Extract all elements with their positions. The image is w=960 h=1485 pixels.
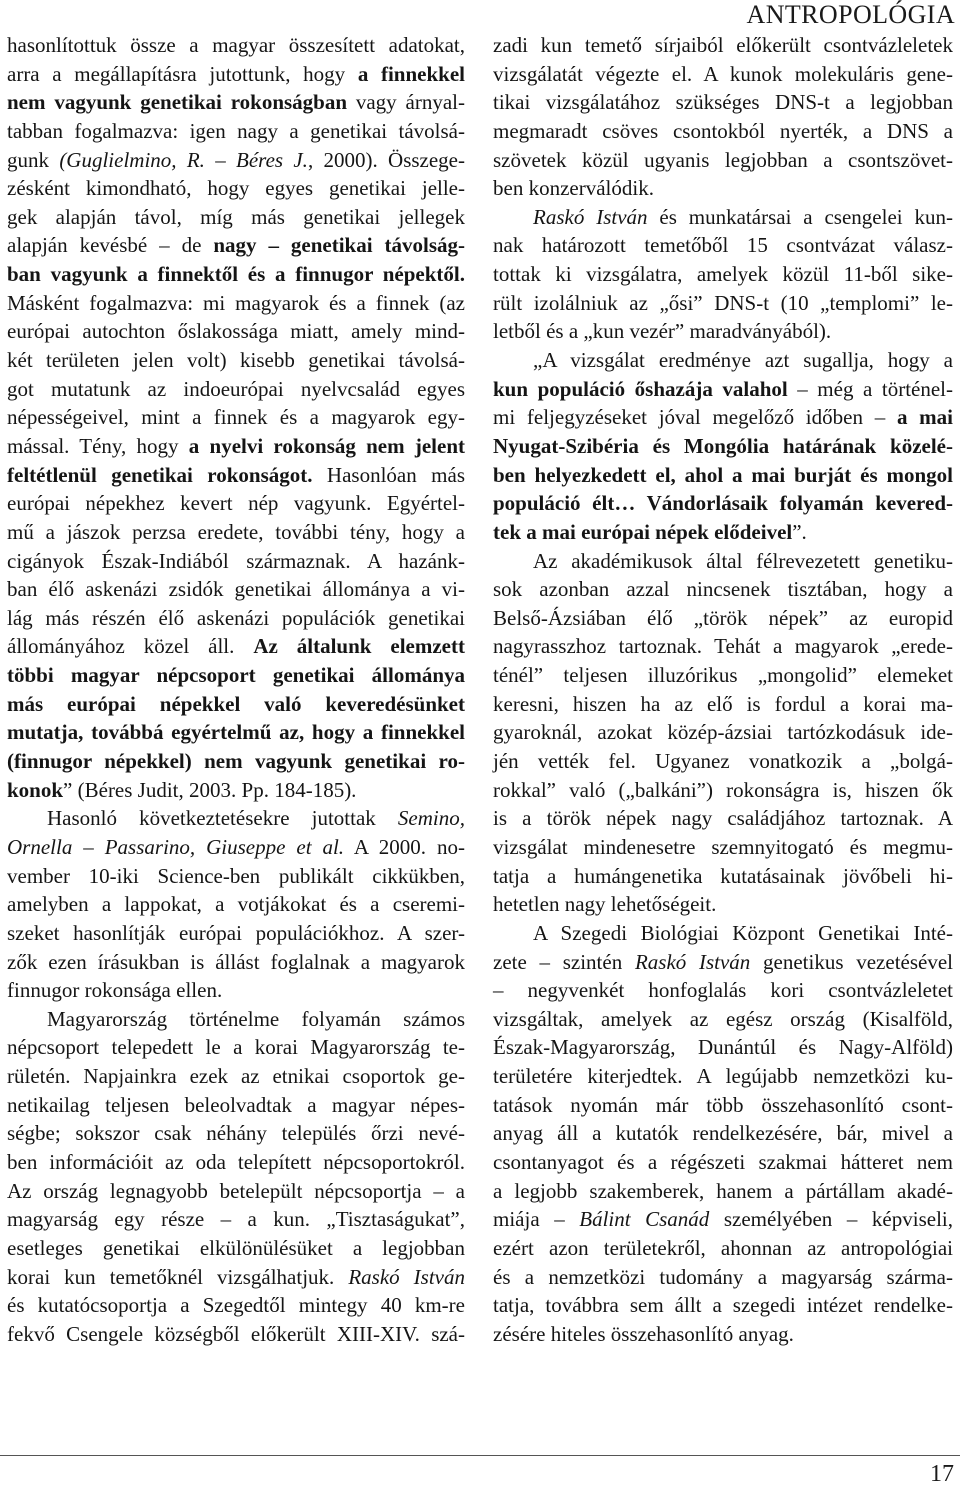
text-line (493, 661, 953, 690)
text-line (493, 346, 953, 375)
text-run: – még a történel- (787, 376, 953, 401)
text-line (493, 60, 953, 89)
text-run: Az ország legnagyobb betelepült népcsoportja – a (7, 1178, 465, 1203)
paragraph (493, 547, 953, 919)
text-run: Belső-Ázsiában élő „török népek” az europid (493, 605, 953, 630)
paragraph (7, 1005, 465, 1349)
right-column (493, 31, 953, 1348)
text-run: sok azonban azzal nincsenek tisztában, hogy a (493, 577, 953, 602)
text-line (493, 289, 953, 318)
text-run: két területen jelen volt) kisebb genetikai távolsá- (7, 348, 465, 373)
text-run: vizsgálat mindenesetre szemnyitogató és megmu- (493, 834, 953, 859)
section-header: ANTROPOLÓGIA (746, 0, 955, 29)
text-run: gunk (7, 147, 60, 172)
text-run: is a török népek nagy családjához tartoznak. A (493, 806, 953, 831)
text-run: jén vették fel. Ugyanez vonatkozik a „bolgá- (493, 749, 953, 774)
text-run: zésére hiteles összehasonlító anyag. (493, 1321, 794, 1346)
text-line (493, 718, 953, 747)
text-run: nagyrasszhoz tartoznak. Tehát a magyarok „erede- (493, 634, 953, 659)
text-line (7, 632, 465, 661)
text-line (7, 1234, 465, 1263)
text-line (7, 518, 465, 547)
text-run: zadi kun temető sírjaiból előkerült csontvázleletek (493, 33, 953, 57)
text-run: alapján kevésbé – de (7, 233, 214, 258)
text-line (7, 1177, 465, 1206)
text-run: gek alapján távol, míg más genetikai jellegek (7, 204, 465, 229)
text-line (493, 1091, 953, 1120)
italic-text: Bálint Csanád (579, 1207, 710, 1232)
text-line (7, 862, 465, 891)
text-run: amelyben a lappokat, a votjákokat és a cseremi- (7, 892, 465, 917)
text-line (7, 432, 465, 461)
text-line (7, 60, 465, 89)
text-run: cigányok Észak-Indiából származnak. A hazánk- (7, 548, 465, 573)
text-run: hetetlen nagy lehetőségeit. (493, 892, 717, 917)
text-line (7, 661, 465, 690)
text-line (493, 833, 953, 862)
text-run: ténél” teljesen illuzórikus „mongolid” elemeket (493, 663, 953, 688)
text-line (493, 890, 953, 919)
text-line (7, 948, 465, 977)
text-run: got mutatunk az indoeurópai nyelvcsalád egyes (7, 376, 465, 401)
italic-text: Raskó István (634, 949, 751, 974)
text-run: Hasonlóan más (312, 462, 465, 487)
text-run: Magyarország történelme folyamán számos (47, 1006, 465, 1031)
bold-text: populáció élt… Vándorlásaik folyamán kevered- (493, 491, 953, 516)
bold-text: nem vagyunk genetikai rokonságban (7, 90, 348, 115)
text-run: rületén. Napjainkra ezek az etnikai csoportok ge- (7, 1064, 465, 1089)
text-line (7, 1320, 465, 1349)
text-line (7, 260, 465, 289)
text-line (7, 231, 465, 260)
paragraph (493, 346, 953, 546)
text-line (493, 632, 953, 661)
text-line (7, 203, 465, 232)
text-run: vizsgáltak, amelyek az egész ország (Kisalföld, (493, 1006, 953, 1031)
text-line (7, 976, 465, 1005)
text-run: miája – (493, 1207, 580, 1232)
text-line (493, 174, 953, 203)
text-line (7, 146, 465, 175)
text-line (493, 1205, 953, 1234)
text-line (7, 690, 465, 719)
bold-text: a mai (896, 405, 953, 430)
text-line (7, 117, 465, 146)
text-run: tatások nyomán már több összehasonlító csont- (493, 1092, 953, 1117)
text-run: csontanyagot és a régészeti szakmai hátteret nem (493, 1149, 953, 1174)
text-run: rült izolálniuk az „ősi” DNS-t (10 „templomi” le- (493, 290, 953, 315)
text-line (7, 1291, 465, 1320)
text-run: gyaroknál, azokat közép-ázsiai tartózkodásuk ide- (493, 720, 953, 745)
text-run: Hasonló következtetésekre jutottak (47, 806, 398, 831)
text-run: , 2000). Összege- (307, 147, 465, 172)
text-line (7, 833, 465, 862)
text-run: állományához közel áll. (7, 634, 254, 659)
text-line (493, 518, 953, 547)
paragraph (493, 31, 953, 203)
text-line (7, 403, 465, 432)
text-line (7, 1263, 465, 1292)
text-line (7, 31, 465, 60)
text-run: tatja, továbbra sem állt a szegedi intézet rendelke- (493, 1293, 953, 1318)
text-line (493, 1320, 953, 1349)
text-run: megmaradt csöves csontokból nyerték, a DNS a (493, 118, 953, 143)
text-run: magyarság egy része – a kun. „Tisztaságukat”, (7, 1207, 465, 1232)
text-run: zésként kimondható, hogy egyes genetikai jelle- (7, 176, 465, 201)
text-line (7, 346, 465, 375)
text-line (7, 1005, 465, 1034)
text-line (493, 432, 953, 461)
bold-text: mutatja, továbbá egyértelmű az, hogy a finnekkel (7, 720, 465, 745)
bold-text: tek a mai európai népek elődeivel (493, 519, 793, 544)
text-line (7, 1091, 465, 1120)
text-run: esetleges genetikai elkülönülésüket a legjobban (7, 1235, 465, 1260)
text-run: népcsoport telepedett le a korai Magyarország te- (7, 1035, 465, 1060)
text-run: vagy árnyal- (347, 90, 465, 115)
bold-text: ban vagyunk a finnektől és a finnugor népektől. (7, 262, 465, 287)
text-run: területére kiterjedtek. A legújabb nemzetközi ku- (493, 1064, 953, 1089)
text-line (7, 547, 465, 576)
text-run: anyag áll a kutatók rendelkezésére, bár, mivel a (493, 1121, 953, 1146)
text-line (493, 1062, 953, 1091)
text-line (493, 375, 953, 404)
text-line (7, 575, 465, 604)
text-run: lág más részén élő askenázi populációk genetikai (7, 605, 465, 630)
text-run: ezért azon területekről, ahonnan az antropológiai (493, 1235, 953, 1260)
text-line (493, 260, 953, 289)
text-line (493, 1177, 953, 1206)
bold-text: Az általunk elemzett (253, 634, 465, 659)
bold-text: más európai népekkel való keveredésünket (7, 691, 465, 716)
text-run: rokkal” való („balkáni”) rokonságra is, hiszen ők (493, 777, 953, 802)
text-line (493, 1148, 953, 1177)
text-run: és a nemzetközi tudomány a magyarság szárma- (493, 1264, 953, 1289)
text-run: ”. (792, 519, 807, 544)
text-run: tatja a humángenetika kutatásainak jövőbeli hi- (493, 863, 953, 888)
text-line (7, 317, 465, 346)
text-line (493, 919, 953, 948)
text-line (493, 547, 953, 576)
text-line (493, 776, 953, 805)
text-line (493, 489, 953, 518)
bold-text: a finnekkel (357, 61, 465, 86)
text-run: mű a jászok perzsa eredete, további tény, hogy a (7, 519, 465, 544)
text-line (7, 919, 465, 948)
text-run: mi feljegyzéseket jóval megelőző időben – (493, 405, 897, 430)
text-run: nak határozott temetőből 15 csontvázat válasz- (493, 233, 953, 258)
text-run: mással. Tény, hogy (7, 433, 189, 458)
text-run: zete – szintén (493, 949, 635, 974)
text-run: ben információit az oda telepített népcsoportokról. (7, 1149, 465, 1174)
text-run: ben konzerválódik. (493, 176, 654, 201)
text-line (7, 1033, 465, 1062)
text-line (7, 718, 465, 747)
text-line (7, 1119, 465, 1148)
text-line (493, 1263, 953, 1292)
text-run: finnugor rokonsága ellen. (7, 978, 223, 1003)
text-line (493, 203, 953, 232)
text-line (7, 776, 465, 805)
text-line (493, 690, 953, 719)
text-line (493, 604, 953, 633)
text-line (7, 747, 465, 776)
italic-text: Raskó István (348, 1264, 465, 1289)
text-run: A Szegedi Biológiai Központ Genetikai Inté- (533, 920, 953, 945)
text-line (493, 1119, 953, 1148)
text-line (493, 403, 953, 432)
text-line (7, 489, 465, 518)
text-line (493, 804, 953, 833)
text-line (493, 231, 953, 260)
bold-text: nagy – genetikai távolság- (213, 233, 465, 258)
bold-text: feltétlenül genetikai rokonságot. (7, 462, 313, 487)
text-line (7, 461, 465, 490)
text-line (493, 1033, 953, 1062)
text-run: zők ezen írásukban is állást foglalnak a magyarok (7, 949, 465, 974)
text-line (493, 747, 953, 776)
bold-text: kun populáció őshazája valahol (493, 376, 788, 401)
bold-text: ben helyezkedett el, ahol a mai burját és mongol (493, 462, 953, 487)
paragraph (7, 804, 465, 1004)
text-line (493, 1234, 953, 1263)
text-line (493, 1291, 953, 1320)
text-line (493, 948, 953, 977)
bold-text: a nyelvi rokonság nem jelent (188, 433, 466, 458)
text-line (7, 1148, 465, 1177)
text-run: ban élő askenázi zsidók genetikai állománya a vi- (7, 577, 465, 602)
text-run: letből és a „kun vezér” maradványából). (493, 319, 832, 344)
text-line (7, 1205, 465, 1234)
text-line (493, 1005, 953, 1034)
text-line (493, 976, 953, 1005)
text-run: fekvő Csengele községből előkerült XIII-XIV. szá- (7, 1321, 465, 1346)
bold-text: (finnugor népekkel) nem vagyunk genetikai ro- (7, 749, 465, 774)
text-line (493, 88, 953, 117)
text-run: netikailag teljesen beleolvadtak a magyar népes- (7, 1092, 465, 1117)
paragraph (493, 203, 953, 346)
text-line (493, 461, 953, 490)
text-run: A 2000. no- (344, 834, 466, 859)
text-run: keresni, hiszen ha az elő is fordul a korai ma- (493, 691, 953, 716)
bold-text: Nyugat-Szibéria és Mongólia határának közelé- (493, 433, 953, 458)
page-number: 17 (930, 1461, 954, 1485)
text-line (7, 174, 465, 203)
text-run: – negyvenkét honfoglalás kori csontvázleletet (493, 978, 953, 1003)
text-run: ségbe; sokszor csak néhány település őrzi nevé- (7, 1121, 465, 1146)
italic-text: Raskó István (533, 204, 648, 229)
paragraph (7, 31, 465, 804)
text-run: vember 10-iki Science-ben publikált cikkükben, (7, 863, 465, 888)
text-line (7, 1062, 465, 1091)
text-line (493, 575, 953, 604)
text-line (7, 375, 465, 404)
text-run: szövetek közül ugyanis legjobban a csontszövet- (493, 147, 953, 172)
text-run: arra a megállapításra jutottunk, hogy (7, 61, 358, 86)
text-run: ” (Béres Judit, 2003. Pp. 184-185). (63, 777, 357, 802)
text-run: hasonlítottuk össze a magyar összesített adatokat, (7, 33, 465, 57)
text-line (493, 317, 953, 346)
text-run: és kutatócsoportja a Szegedtől mintegy 40 km-re (7, 1293, 465, 1318)
text-run: vizsgálatát végezte el. A kunok molekuláris gene- (493, 61, 953, 86)
text-line (7, 604, 465, 633)
paragraph (493, 919, 953, 1349)
text-run: tabban fogalmazva: igen nagy a genetikai távolsá- (7, 118, 465, 143)
text-run: Észak-Magyarország, Dunántúl és Nagy-Alföld) (493, 1035, 953, 1060)
text-run: személyében – képviseli, (709, 1207, 953, 1232)
text-line (7, 289, 465, 318)
text-run: „A vizsgálat eredménye azt sugallja, hogy a (533, 348, 953, 373)
footer-rule (0, 1455, 960, 1456)
italic-text: (Guglielmino, R. – Béres J. (59, 147, 308, 172)
text-run: Az akadémikusok által félrevezetett genetiku- (533, 548, 953, 573)
text-run: genetikus vezetésével (750, 949, 953, 974)
text-run: európai népekhez kevert nép vagyunk. Egyértel- (7, 491, 465, 516)
text-run: népességeivel, mint a finnek és a magyarok egy- (7, 405, 465, 430)
text-line (7, 804, 465, 833)
text-run: szeket hasonlítják európai populációkhoz. A szer- (7, 920, 465, 945)
italic-text: Semino, (397, 806, 465, 831)
bold-text: többi magyar népcsoport genetikai állománya (7, 663, 465, 688)
text-line (7, 890, 465, 919)
text-line (493, 117, 953, 146)
text-line (493, 862, 953, 891)
text-run: Másként fogalmazva: mi magyarok és a finnek (az (7, 290, 465, 315)
bold-text: konok (7, 777, 64, 802)
text-run: a legjobb szakemberek, hanem a pártállam akadé- (493, 1178, 953, 1203)
text-run: korai kun temetőknél vizsgálhatjuk. (7, 1264, 349, 1289)
text-line (493, 146, 953, 175)
text-run: európai autochton őslakossága miatt, amely mind- (7, 319, 465, 344)
text-run: tikai vizsgálatához szükséges DNS-t a legjobban (493, 90, 953, 115)
left-column (7, 31, 465, 1348)
text-run: és munkatársai a csengelei kun- (647, 204, 953, 229)
text-run: tottak ki vizsgálatra, amelyek közül 11-ből sike- (493, 262, 953, 287)
text-line (7, 88, 465, 117)
text-line (493, 31, 953, 60)
italic-text: Ornella – Passarino, Giuseppe et al. (7, 834, 345, 859)
